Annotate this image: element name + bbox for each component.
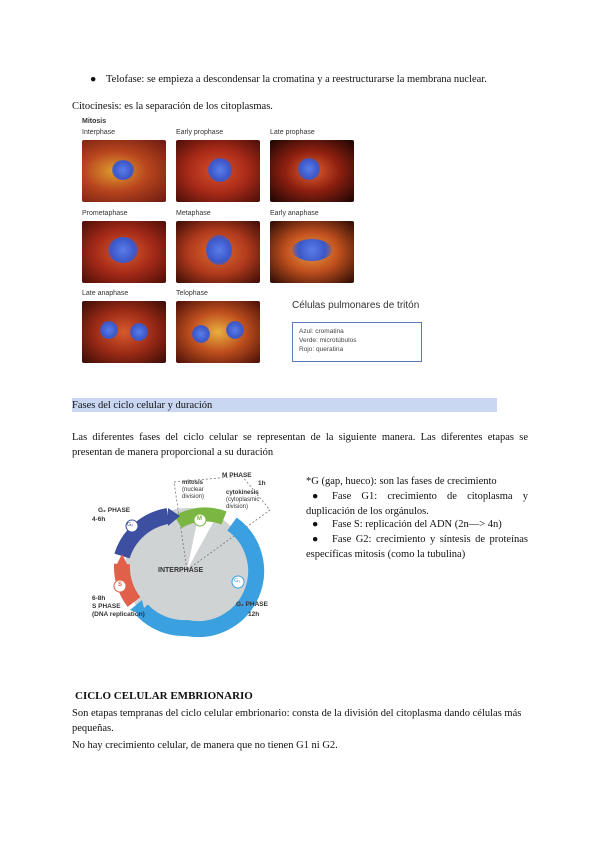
section-heading: Fases del ciclo celular y duración <box>72 400 213 411</box>
figure-caption: Células pulmonares de tritón <box>292 300 420 311</box>
telofase-bullet <box>90 72 530 87</box>
mitosis-sub2: division) <box>182 494 205 500</box>
mitosis-sub: (nuclear <box>182 487 204 493</box>
cytokinesis-sub2: division) <box>226 504 249 510</box>
legend-item-blue: Azul: cromatina <box>299 328 344 335</box>
embryo-paragraph-1: Son etapas tempranas del ciclo celular embrionario: consta de la división del citoplasma dando células más pequeñas. <box>72 708 522 734</box>
phase-s-text: Fase S: replicación del ADN (2n—> 4n) <box>332 519 502 530</box>
s-phase-time: 6-8h <box>92 595 106 602</box>
mitosis-title: Mitosis <box>82 118 107 125</box>
telofase-text: Telofase: se empieza a descondensar la cromatina y a reestructurarse la membrana nuclear. <box>106 74 487 85</box>
panel-label: Early prophase <box>176 129 224 136</box>
g2-badge-label: G₂ <box>127 522 134 528</box>
embryo-paragraph-2: No hay crecimiento celular, de manera que no tienen G1 ni G2. <box>72 740 338 751</box>
g1-phase-time: 12h <box>248 611 260 618</box>
panel-label: Metaphase <box>176 210 211 217</box>
bullet-dot: ● <box>90 74 97 85</box>
micrograph-telophase <box>176 301 260 363</box>
gap-note: *G (gap, hueco): son las fases de crecimiento <box>306 476 497 487</box>
mitosis-label <box>182 480 204 501</box>
phase-g2 <box>306 532 528 562</box>
micrograph-interphase <box>82 140 166 202</box>
bullet-dot: ● <box>312 519 319 530</box>
g1-phase-name: G₁ PHASE <box>236 601 268 608</box>
bullet-dot: ● <box>312 534 319 545</box>
bullet-dot: ● <box>312 491 319 502</box>
g2-phase-label: G₂ PHASE <box>98 507 131 514</box>
g1-badge-label: G₁ <box>234 578 241 584</box>
panel-label: Telophase <box>176 290 208 297</box>
micrograph-early-prophase <box>176 140 260 202</box>
phase-g1 <box>306 489 528 519</box>
micrograph-early-anaphase <box>270 221 354 283</box>
panel-label: Late anaphase <box>82 290 129 297</box>
s-badge-label: S <box>118 582 123 588</box>
legend-item-red: Rojo: queratina <box>299 346 344 353</box>
intro-paragraph: Las diferentes fases del ciclo celular se representan de la siguiente manera. Las diferentes etapas se presentan de manera proporcional a su duración <box>72 432 528 458</box>
panel-label: Late prophase <box>270 129 315 136</box>
s-phase-name: S PHASE <box>92 603 121 610</box>
embryo-heading: CICLO CELULAR EMBRIONARIO <box>75 690 253 702</box>
m-phase-time: 1h <box>258 480 266 487</box>
panel-label: Prometaphase <box>82 210 128 217</box>
phase-g1-text: Fase G1: crecimiento de citoplasma y duplicación de los orgánulos. <box>306 491 528 517</box>
citocinesis-text: Citocinesis: es la separación de los citoplasmas. <box>72 101 273 112</box>
g1-phase-label <box>236 600 268 620</box>
g2-phase-time: 4-6h <box>92 516 106 523</box>
micrograph-metaphase <box>176 221 260 283</box>
cytokinesis-word: cytokinesis <box>226 490 259 496</box>
m-phase-label: M PHASE <box>222 472 252 479</box>
panel-label: Early anaphase <box>270 210 319 217</box>
micrograph-late-anaphase <box>82 301 166 363</box>
micrograph-late-prophase <box>270 140 354 202</box>
micrograph-prometaphase <box>82 221 166 283</box>
panel-label: Interphase <box>82 129 116 136</box>
interphase-label: INTERPHASE <box>158 567 204 574</box>
mitosis-word: mitosis <box>182 480 204 486</box>
s-phase-label <box>92 595 145 619</box>
s-phase-sub: (DNA replication) <box>92 611 145 618</box>
cytokinesis-label <box>226 490 259 511</box>
phase-g2-text: Fase G2: crecimiento y síntesis de proteínas específicas mitosis (como la tubulina) <box>306 534 528 560</box>
phase-s <box>306 517 528 532</box>
m-badge-label: M <box>197 516 202 522</box>
cytokinesis-sub: (cytoplasmic <box>226 497 260 503</box>
color-legend <box>292 322 422 362</box>
legend-item-green: Verde: microtúbulos <box>299 337 357 344</box>
